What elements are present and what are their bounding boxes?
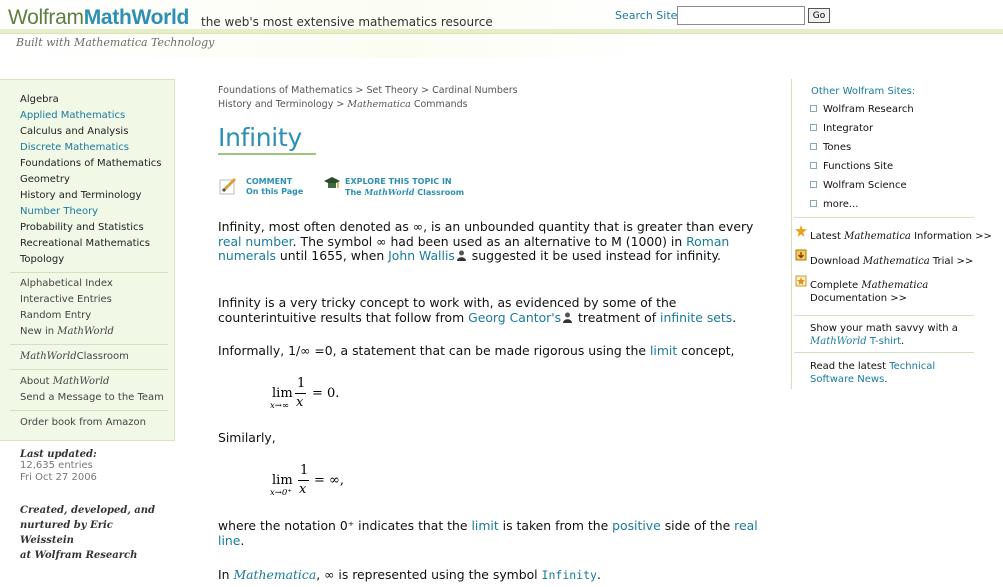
text: treatment of [574,309,661,325]
comment-button[interactable] [218,174,308,197]
wolfram-mathworld-logo[interactable] [8,6,189,30]
technical-link[interactable]: Technical [889,361,936,372]
mathworld-italic: MathWorld [364,187,415,197]
positive-link[interactable]: positive [612,518,661,533]
topic-link[interactable]: Probability and Statistics [20,222,144,233]
real-number-link[interactable]: real number [218,233,293,249]
sidebar-divider [10,344,168,345]
documentation-icon [795,275,807,287]
about-text: About [20,376,50,387]
topic-link[interactable]: Discrete Mathematics [20,142,129,153]
text: Show your math savvy with a [810,323,958,334]
mathworld-classroom-link[interactable] [20,351,129,362]
georg-cantor-link[interactable]: Georg Cantor's [468,309,562,325]
credits-block [20,503,170,563]
text: Information >> [914,231,992,242]
other-site-link[interactable] [810,161,893,172]
explore-classroom-button[interactable] [323,174,463,198]
text: where the notation 0⁺ indicates that the [218,518,472,533]
topic-link[interactable]: History and Terminology [20,190,142,201]
pencil-icon [218,175,240,200]
text: , ∞ is represented using the symbol [316,567,542,582]
fraction-bar [295,393,306,394]
last-updated-label: Last updated: [20,449,97,460]
paragraph [218,220,758,264]
lim-subscript: x→0⁺ [270,488,292,498]
other-site-link[interactable] [810,199,858,210]
bullet-box-icon [810,124,817,131]
logo-wolfram-text: Wolfram [8,6,84,29]
mathworld-tshirt-link[interactable]: MathWorld [810,336,867,347]
mathematica-italic: Mathematica [844,231,911,242]
about-mathworld-link[interactable] [20,376,109,387]
sidebar-divider [794,352,974,353]
text: . [732,309,737,325]
biography-icon[interactable] [457,250,466,261]
latest-mathematica-link[interactable] [810,230,992,243]
paragraph [218,296,758,325]
explore-classroom-text: Classroom [417,188,465,197]
built-with-text: Built with Mathematica Technology [16,36,215,49]
last-updated-date: Fri Oct 27 2006 [20,472,97,483]
logo-mathworld-text: MathWorld [83,6,190,29]
new-in-mathworld-link[interactable] [20,326,114,337]
text: Infinity is a very tricky concept to work with, as evidenced by some of the counterintuitive results that follow from [218,295,677,325]
comment-sublabel: On this Page [246,187,304,196]
comment-label: COMMENT [246,177,293,186]
random-entry-link[interactable]: Random Entry [20,310,92,321]
lim-subscript: x→∞ [270,401,289,411]
other-site-link[interactable] [810,104,914,115]
limit-link[interactable]: limit [649,343,678,358]
fraction-denominator: x [299,482,307,497]
paragraph [218,568,758,583]
text: . The symbol ∞ had been used as an alternative to M (1000) in [292,233,687,249]
news-promo [810,360,935,386]
breadcrumb-line [218,84,518,98]
breadcrumb-link[interactable]: History and Terminology [218,99,334,110]
starburst-icon [795,225,807,237]
text: until 1655, when [275,248,389,263]
text: Trial >> [932,256,974,267]
roman-numerals-link[interactable]: Roman numerals [218,233,730,263]
mathworld-italic: MathWorld [52,376,110,387]
topic-link[interactable]: Foundations of Mathematics [20,158,162,169]
real-line-link[interactable]: real line [218,518,758,548]
search-label: Search Site [615,9,678,22]
text: suggested it be used instead for infinity. [467,248,721,263]
explore-the: The [345,188,362,197]
topic-link[interactable]: Number Theory [20,206,99,217]
limit-equation-1 [270,376,360,414]
tshirt-link[interactable]: T-shirt [869,336,902,347]
text: Read the latest [810,361,887,372]
credits-line: at Wolfram Research [20,550,138,561]
mathematica-italic: Mathematica [347,99,411,110]
breadcrumb-line [218,98,518,112]
credits-line: nurtured by Eric Weisstein [20,520,113,546]
fraction-bar [298,480,309,481]
bullet-box-icon [810,105,817,112]
text: concept, [677,343,735,358]
other-sites-title: Other Wolfram Sites: [811,86,916,97]
search-input[interactable] [677,6,805,25]
lim-operator: lim [272,473,293,488]
download-trial-link[interactable] [810,255,973,268]
complete-documentation-link[interactable] [810,279,928,305]
limit-link[interactable]: limit [471,518,499,533]
sidebar-divider [794,315,974,316]
alphabetical-index-link[interactable]: Alphabetical Index [20,278,113,289]
text: Documentation >> [810,293,908,304]
software-news-link[interactable]: Software News [810,374,885,385]
sidebar-divider [10,410,168,411]
last-updated-block [20,449,170,484]
other-site-label: Functions Site [823,161,894,172]
breadcrumb-separator: > [421,85,430,96]
other-site-label: Integrator [823,123,874,134]
mathworld-italic: MathWorld [57,326,114,337]
breadcrumb-link[interactable]: Cardinal Numbers [432,85,518,96]
site-tagline: the web's most extensive mathematics resource [201,15,493,29]
text: Download [810,256,860,267]
paragraph [218,344,758,359]
mathematica-link[interactable]: Mathematica [233,567,317,582]
topic-link[interactable]: Geometry [20,174,70,185]
topic-link[interactable]: Algebra [20,94,59,105]
send-message-link[interactable]: Send a Message to the Team [20,392,164,403]
fraction-denominator: x [296,395,304,410]
mathematica-italic: Mathematica [862,256,930,267]
other-site-label: Wolfram Research [823,104,914,115]
other-site-link[interactable] [810,123,873,134]
topic-link[interactable]: Calculus and Analysis [20,126,129,137]
biography-icon[interactable] [563,312,572,323]
graduation-cap-icon [323,175,341,196]
tshirt-promo [810,322,958,348]
breadcrumb-link[interactable]: Foundations of Mathematics [218,85,353,96]
other-site-link[interactable] [810,180,907,191]
text: . [884,374,888,385]
text: Complete [810,280,859,291]
equation-rhs: = ∞, [314,473,344,488]
breadcrumb [218,84,518,112]
mathworld-italic: MathWorld [20,351,77,362]
breadcrumb-link[interactable]: Set Theory [366,85,419,96]
explore-label: EXPLORE THIS TOPIC IN [345,177,452,186]
other-site-label: Tones [823,142,852,153]
download-icon [795,249,807,261]
breadcrumb-separator: > [336,99,345,110]
text: . [240,532,245,548]
interactive-entries-link[interactable]: Interactive Entries [20,294,112,305]
text: Latest [810,231,841,242]
site-header [0,0,1003,58]
john-wallis-link[interactable]: John Wallis [388,248,455,263]
topic-link[interactable]: Topology [20,254,65,265]
sidebar-divider [10,272,168,273]
classroom-text: Classroom [76,351,129,362]
lim-operator: lim [272,386,293,401]
sidebar-divider [10,369,168,370]
breadcrumb-link[interactable] [347,99,467,110]
topic-link[interactable]: Applied Mathematics [20,110,126,121]
infinity-symbol-link[interactable]: Infinity [541,568,597,582]
new-in-text: New in [20,326,55,337]
commands-text: Commands [413,99,468,110]
bullet-box-icon [810,181,817,188]
title-underline [218,153,316,155]
bullet-box-icon [810,200,817,207]
other-site-label: Wolfram Science [823,180,907,191]
text: side of the [660,518,735,533]
breadcrumb-separator: > [355,85,364,96]
right-sidebar [791,79,992,389]
order-book-link[interactable]: Order book from Amazon [20,417,147,428]
page-title: Infinity [218,123,302,152]
sidebar-divider [794,217,974,218]
text: . [596,567,601,582]
text: In [218,567,234,582]
topic-link[interactable]: Recreational Mathematics [20,238,151,249]
text: Informally, 1/∞ =0, a statement that can be made rigorous using the [218,343,650,358]
limit-equation-2 [270,463,360,501]
search-go-button[interactable]: Go [808,8,830,23]
text: . [901,336,905,347]
explore-sublabel [345,187,463,198]
fraction-numerator: 1 [300,463,309,478]
text: is taken from the [498,518,613,533]
equation-rhs: = 0. [312,386,340,401]
mathematica-italic: Mathematica [861,280,929,291]
other-site-label: more... [823,199,859,210]
paragraph [218,519,758,548]
left-sidebar [0,79,175,441]
bullet-box-icon [810,162,817,169]
bullet-box-icon [810,143,817,150]
infinite-sets-link[interactable]: infinite sets [660,309,733,325]
fraction-numerator: 1 [297,376,306,391]
text: Infinity, most often denoted as ∞, is an unbounded quantity that is greater than every [218,219,754,234]
other-site-link[interactable] [810,142,851,153]
credits-line: Created, developed, and [20,505,156,516]
entries-count: 12,635 entries [20,460,93,471]
paragraph: Similarly, [218,430,276,445]
